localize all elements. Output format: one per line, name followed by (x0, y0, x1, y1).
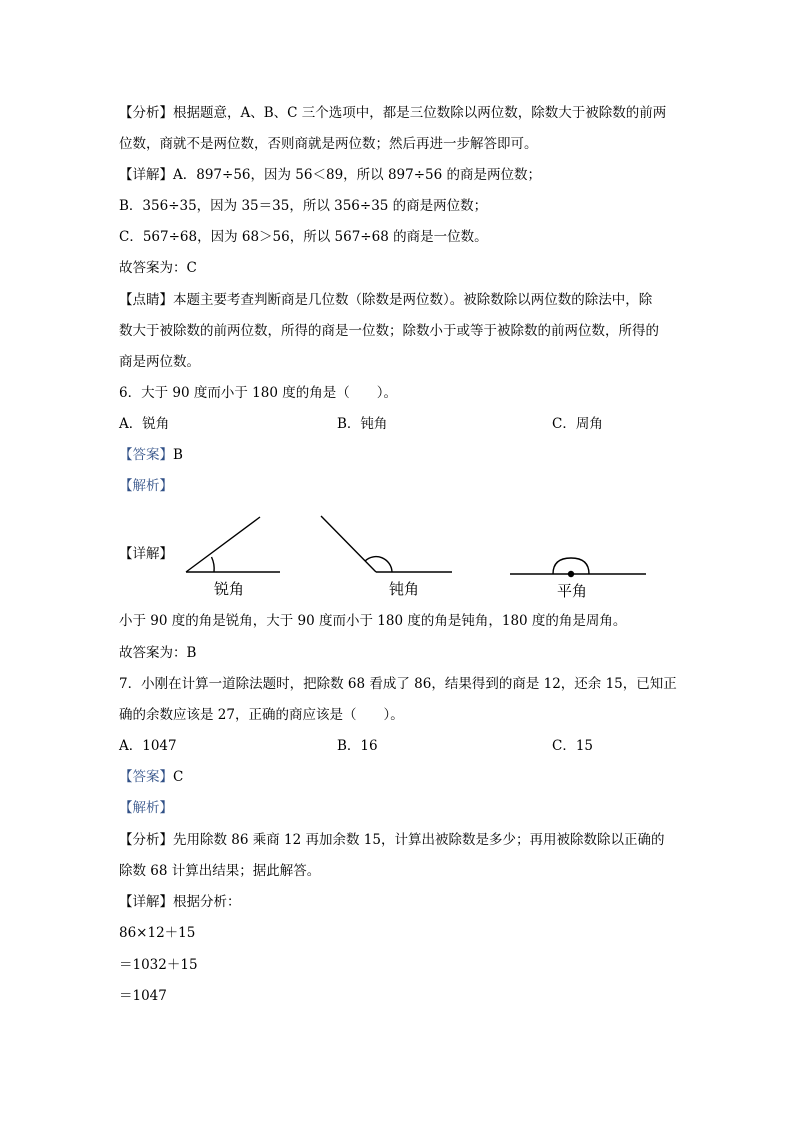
q5-detail-c: C．567÷68，因为 68＞56，所以 567÷68 的商是一位数。 (119, 229, 488, 245)
q5-detail-b: B．356÷35，因为 35＝35，所以 356÷35 的商是两位数； (119, 198, 488, 214)
q5-comment-line-1: 【点睛】本题主要考查判断商是几位数（除数是两位数）。被除数除以两位数的除法中，除 (119, 292, 653, 308)
acute-angle-label: 锐角 (214, 580, 245, 598)
q7-calc-step-2: ＝1032＋15 (119, 957, 198, 973)
q7-explain-tag: 【解析】 (119, 800, 173, 816)
q5-comment-line-3: 商是两位数。 (119, 354, 200, 370)
q5-analysis-line-2: 位数，商就不是两位数，否则商就是两位数；然后再进一步解答即可。 (119, 136, 538, 152)
q6-option-c: C．周角 (552, 416, 603, 432)
q7-stem-line-2: 确的余数应该是 27，正确的商应该是（ ）。 (119, 707, 404, 723)
q6-answer-tag: 【答案】 (119, 447, 173, 463)
q7-calc-step-3: ＝1047 (119, 988, 167, 1004)
q7-option-c: C．15 (552, 738, 594, 754)
straight-angle-diagram (510, 558, 646, 574)
q5-detail-a: 【详解】A．897÷56，因为 56＜89，所以 897÷56 的商是两位数； (119, 167, 541, 183)
q7-answer-tag: 【答案】 (119, 769, 173, 785)
obtuse-angle-label: 钝角 (389, 580, 420, 598)
q7-answer-line (119, 768, 183, 786)
obtuse-angle-diagram (321, 516, 452, 572)
q7-detail: 【详解】根据分析： (119, 894, 241, 910)
q7-stem-line-1: 7．小刚在计算一道除法题时，把除数 68 看成了 86，结果得到的商是 12，还余 15，已知正 (119, 676, 677, 692)
q6-explanation: 小于 90 度的角是锐角，大于 90 度而小于 180 度的角是钝角，180 度的角是周角。 (119, 613, 627, 629)
q7-calc-step-1: 86×12＋15 (119, 925, 196, 941)
q5-final-answer: 故答案为：C (119, 260, 197, 276)
straight-angle-vertex (568, 571, 574, 577)
q5-comment-line-2: 数大于被除数的前两位数，所得的商是一位数；除数小于或等于被除数的前两位数，所得的 (119, 323, 659, 339)
q7-analysis-line-1: 【分析】先用除数 86 乘商 12 再加余数 15，计算出被除数是多少；再用被除数除以正确的 (119, 832, 665, 848)
straight-angle-label: 平角 (557, 582, 588, 600)
q7-analysis-line-2: 除数 68 计算出结果；据此解答。 (119, 863, 321, 879)
q5-analysis-line-1: 【分析】根据题意，A、B、C 三个选项中，都是三位数除以两位数，除数大于被除数的前两 (119, 105, 667, 121)
acute-angle-diagram (186, 517, 280, 572)
angle-figure (180, 510, 660, 602)
q6-answer-line (119, 446, 183, 464)
q7-option-b: B．16 (337, 738, 378, 754)
q7-option-a: A．1047 (119, 738, 177, 754)
q6-detail-tag: 【详解】 (119, 546, 173, 562)
q6-explain-tag: 【解析】 (119, 478, 173, 494)
q6-stem: 6．大于 90 度而小于 180 度的角是（ ）。 (119, 385, 397, 401)
q6-answer-value: B (173, 447, 183, 463)
q6-option-b: B．钝角 (337, 416, 388, 432)
q7-answer-value: C (173, 769, 184, 785)
q6-option-a: A．锐角 (119, 416, 170, 432)
q6-final-answer: 故答案为：B (119, 645, 197, 661)
